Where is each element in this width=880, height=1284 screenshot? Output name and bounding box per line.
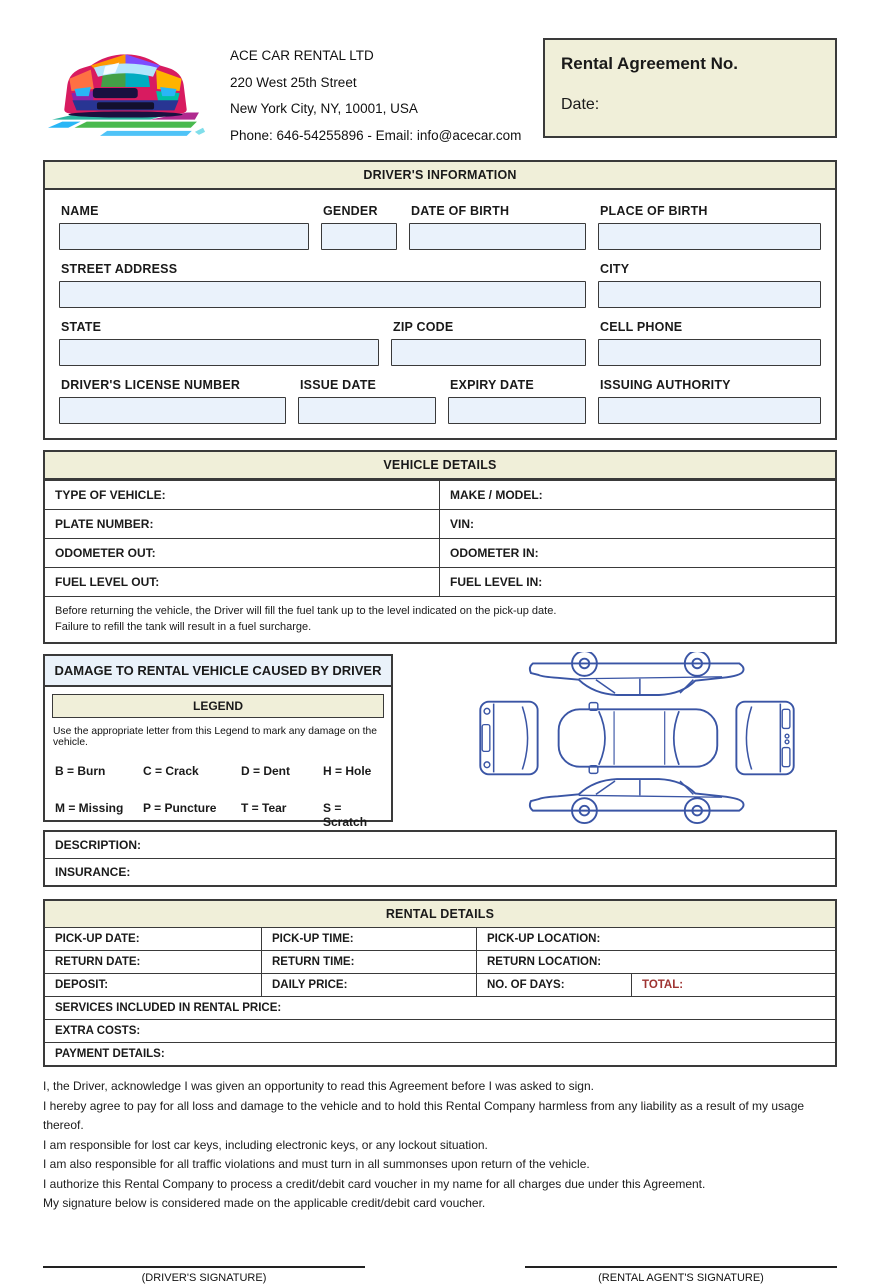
description-label: DESCRIPTION: (55, 838, 142, 852)
make-model-cell[interactable] (440, 481, 835, 509)
pickup-date-cell[interactable] (45, 928, 262, 950)
vehicle-row-odometer (45, 538, 835, 567)
extra-costs-row (45, 1019, 835, 1042)
no-of-days-cell[interactable] (477, 974, 632, 996)
drivers-license-number-label: DRIVER'S LICENSE NUMBER (61, 378, 241, 392)
state-input[interactable] (59, 339, 379, 366)
damage-section-title: DAMAGE TO RENTAL VEHICLE CAUSED BY DRIVER (45, 656, 391, 687)
company-address-line1: 220 West 25th Street (230, 74, 357, 90)
payment-details-label: PAYMENT DETAILS: (55, 1048, 165, 1060)
place-of-birth-label: PLACE OF BIRTH (600, 204, 708, 218)
driver-signature-block (43, 1266, 365, 1284)
city-input[interactable] (598, 281, 821, 308)
issue-date-input[interactable] (298, 397, 436, 424)
term-line-5: I authorize this Rental Company to process a credit/debit card voucher in my name for all charges due under this Agreement. (43, 1176, 706, 1191)
company-contact-line: Phone: 646-54255896 - Email: info@acecar.com (230, 127, 522, 143)
state-field (59, 316, 379, 366)
vin-label: VIN: (450, 517, 474, 531)
name-field (59, 200, 309, 250)
type-of-vehicle-label: TYPE OF VEHICLE: (55, 488, 166, 502)
damage-area (43, 654, 837, 829)
legend-item-scratch: S = Scratch (323, 801, 368, 829)
insurance-label: INSURANCE: (55, 865, 131, 879)
rental-details-title: RENTAL DETAILS (45, 901, 835, 927)
car-diagram-area[interactable] (393, 654, 837, 822)
vehicle-row-fuel (45, 567, 835, 596)
odometer-in-label: ODOMETER IN: (450, 546, 539, 560)
legend-item-dent: D = Dent (241, 764, 291, 778)
date-of-birth-label: DATE OF BIRTH (411, 204, 510, 218)
gender-input[interactable] (321, 223, 397, 250)
pricing-row (45, 973, 835, 996)
legend-item-burn: B = Burn (55, 764, 106, 778)
daily-price-cell[interactable] (262, 974, 477, 996)
zip-code-input[interactable] (391, 339, 586, 366)
term-line-4: I am also responsible for all traffic violations and must turn in all summonses upon return of the vehicle. (43, 1157, 590, 1171)
make-model-label: MAKE / MODEL: (450, 488, 543, 502)
services-row (45, 996, 835, 1019)
agent-signature-block (525, 1266, 837, 1284)
company-address-line2: New York City, NY, 10001, USA (230, 101, 418, 116)
drivers-information-section (43, 160, 837, 440)
return-date-label: RETURN DATE: (55, 956, 141, 968)
expiry-date-label: EXPIRY DATE (450, 378, 534, 392)
date-of-birth-input[interactable] (409, 223, 586, 250)
extra-costs-label: EXTRA COSTS: (55, 1025, 141, 1037)
return-date-cell[interactable] (45, 951, 262, 973)
pickup-row (45, 927, 835, 950)
total-label: TOTAL: (642, 979, 684, 991)
signature-area (43, 1266, 837, 1284)
rental-agreement-number-box[interactable] (543, 38, 837, 138)
drivers-license-number-field (59, 374, 286, 424)
driver-row-2 (59, 258, 821, 308)
plate-number-label: PLATE NUMBER: (55, 517, 154, 531)
term-line-3: I am responsible for lost car keys, including electronic keys, or any lockout situation. (43, 1137, 488, 1152)
cell-phone-label: CELL PHONE (600, 320, 683, 334)
pickup-time-label: PICK-UP TIME: (272, 933, 354, 945)
legend-item-crack: C = Crack (143, 764, 199, 778)
cell-phone-field (598, 316, 821, 366)
company-logo (43, 38, 208, 140)
pickup-time-cell[interactable] (262, 928, 477, 950)
deposit-cell[interactable] (45, 974, 262, 996)
issue-date-label: ISSUE DATE (300, 378, 377, 392)
expiry-date-input[interactable] (448, 397, 586, 424)
pickup-date-label: PICK-UP DATE: (55, 933, 140, 945)
zip-code-label: ZIP CODE (393, 320, 454, 334)
legend-item-missing: M = Missing (55, 801, 124, 815)
vehicle-details-section (43, 450, 837, 644)
fuel-level-in-cell[interactable] (440, 568, 835, 596)
place-of-birth-field (598, 200, 821, 250)
issuing-authority-label: ISSUING AUTHORITY (600, 378, 731, 392)
zip-code-field (391, 316, 586, 366)
driver-row-3 (59, 316, 821, 366)
deposit-label: DEPOSIT: (55, 979, 109, 991)
return-location-cell[interactable] (477, 951, 835, 973)
driver-row-1 (59, 200, 821, 250)
vehicle-details-title: VEHICLE DETAILS (45, 452, 835, 480)
vehicle-row-type (45, 480, 835, 509)
colorful-car-logo-icon (43, 38, 208, 140)
pickup-location-cell[interactable] (477, 928, 835, 950)
term-line-1: I, the Driver, acknowledge I was given an opportunity to read this Agreement before I was asked to sign. (43, 1079, 594, 1093)
services-included-label: SERVICES INCLUDED IN RENTAL PRICE: (55, 1002, 282, 1014)
gender-label: GENDER (323, 204, 378, 218)
vehicle-row-plate (45, 509, 835, 538)
odometer-out-label: ODOMETER OUT: (55, 546, 156, 560)
legend-items (45, 748, 391, 829)
payment-details-cell[interactable] (45, 1043, 835, 1065)
fuel-level-in-label: FUEL LEVEL IN: (450, 575, 543, 589)
payment-details-row (45, 1042, 835, 1065)
extra-costs-cell[interactable] (45, 1020, 835, 1042)
company-info (230, 38, 521, 149)
rental-details-section (43, 899, 837, 1067)
fuel-note (45, 596, 835, 642)
insurance-cell[interactable] (45, 858, 835, 885)
odometer-out-cell[interactable] (45, 539, 440, 567)
total-cell[interactable] (632, 974, 835, 996)
name-label: NAME (61, 204, 99, 218)
odometer-in-cell[interactable] (440, 539, 835, 567)
gender-field (321, 200, 397, 250)
plate-number-cell[interactable] (45, 510, 440, 538)
fuel-note-line1: Before returning the vehicle, the Driver will fill the fuel tank up to the level indicated on the pick-up date. (55, 605, 557, 617)
issuing-authority-field (598, 374, 821, 424)
street-address-input[interactable] (59, 281, 586, 308)
issuing-authority-input[interactable] (598, 397, 821, 424)
description-insurance-table (43, 830, 837, 887)
return-time-cell[interactable] (262, 951, 477, 973)
name-input[interactable] (59, 223, 309, 250)
daily-price-label: DAILY PRICE: (272, 979, 348, 991)
description-cell[interactable] (45, 832, 835, 858)
fuel-note-line2: Failure to refill the tank will result in a fuel surcharge. (55, 621, 312, 633)
services-included-cell[interactable] (45, 997, 835, 1019)
legend-title: LEGEND (52, 694, 384, 718)
street-address-field (59, 258, 586, 308)
legend-item-puncture: P = Puncture (143, 801, 217, 815)
driver-row-4 (59, 374, 821, 424)
date-label: Date: (561, 96, 600, 113)
state-label: STATE (61, 320, 102, 334)
type-of-vehicle-cell[interactable] (45, 481, 440, 509)
date-of-birth-field (409, 200, 586, 250)
expiry-date-field (448, 374, 586, 424)
return-row (45, 950, 835, 973)
damage-legend-box (43, 654, 393, 829)
fuel-level-out-cell[interactable] (45, 568, 440, 596)
pickup-location-label: PICK-UP LOCATION: (487, 933, 601, 945)
term-line-2: I hereby agree to pay for all loss and damage to the vehicle and to hold this Rental Company harmless from any liability as a result of my usage thereof. (43, 1098, 805, 1132)
company-name: ACE CAR RENTAL LTD (230, 48, 374, 63)
street-address-label: STREET ADDRESS (61, 262, 178, 276)
term-line-6: My signature below is considered made on the applicable credit/debit card voucher. (43, 1196, 486, 1210)
city-label: CITY (600, 262, 630, 276)
drivers-information-body (45, 190, 835, 438)
agent-signature-label: (RENTAL AGENT'S SIGNATURE) (598, 1271, 764, 1284)
form-header (43, 38, 837, 142)
drivers-license-number-input[interactable] (59, 397, 286, 424)
city-field (598, 258, 821, 308)
vin-cell[interactable] (440, 510, 835, 538)
return-location-label: RETURN LOCATION: (487, 956, 602, 968)
fuel-level-out-label: FUEL LEVEL OUT: (55, 575, 160, 589)
legend-item-tear: T = Tear (241, 801, 287, 815)
legend-instruction: Use the appropriate letter from this Legend to mark any damage on the vehicle. (53, 726, 377, 748)
place-of-birth-input[interactable] (598, 223, 821, 250)
no-of-days-label: NO. OF DAYS: (487, 979, 565, 991)
cell-phone-input[interactable] (598, 339, 821, 366)
driver-signature-label: (DRIVER'S SIGNATURE) (141, 1271, 267, 1284)
rental-agreement-no-label: Rental Agreement No. (561, 54, 738, 73)
car-outline-diagram (467, 652, 807, 824)
return-time-label: RETURN TIME: (272, 956, 355, 968)
legend-item-hole: H = Hole (323, 764, 372, 778)
terms-and-conditions (43, 1077, 837, 1214)
drivers-information-title: DRIVER'S INFORMATION (45, 162, 835, 190)
issue-date-field (298, 374, 436, 424)
